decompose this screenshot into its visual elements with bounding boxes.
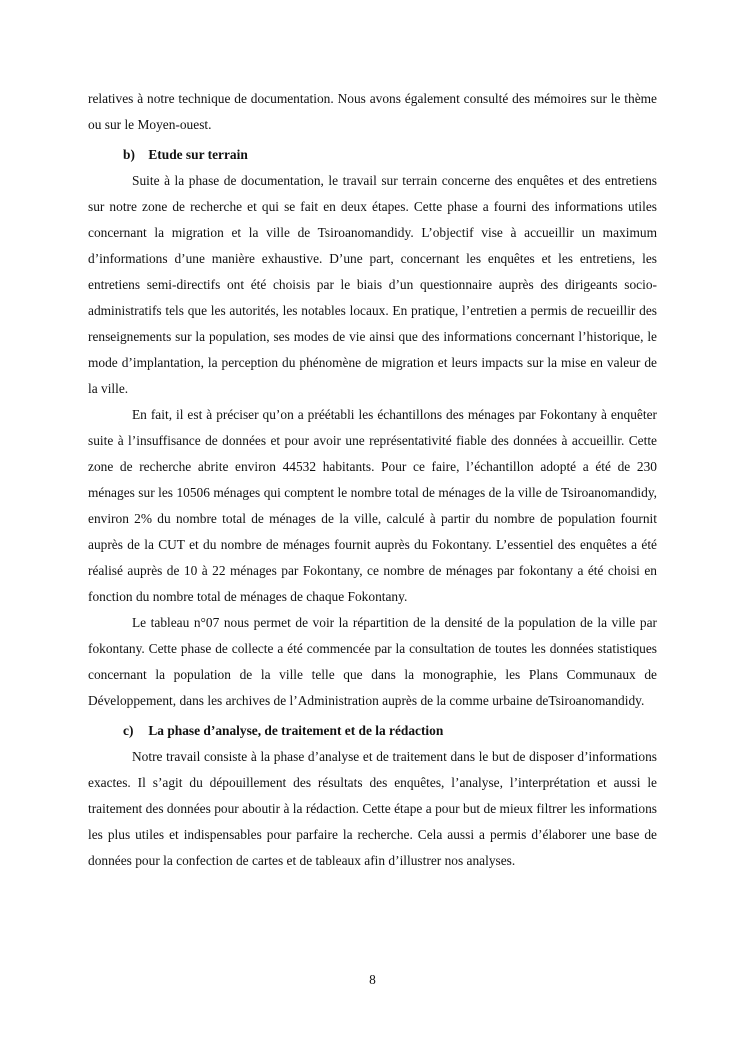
paragraph-documentation-end: relatives à notre technique de documentation. Nous avons également consulté des mémoires sur le thème ou sur le Moyen-ouest.	[88, 91, 657, 132]
heading-marker: c)	[123, 723, 134, 738]
page-number: 8	[369, 972, 376, 987]
paragraph-echantillon: En fait, il est à préciser qu’on a préétabli les échantillons des ménages par Fokontany à enquêter suite à l’insuffisance de données et pour avoir une représentativité fiable des données à accueillir. Cette zone de recherche abrite environ 44532 habitants. Pour ce faire, l’échantillon adopté a été de 230 ménages sur les 10506 ménages qui comptent le nombre total de ménages de la ville de Tsiroanomandidy, environ 2% du nombre total de ménages de la ville, calculé à partir du nombre de population fournit auprès de la CUT et du nombre de ménages fournit auprès du Fokontany. L’essentiel des enquêtes a été réalisé auprès de 10 à 22 ménages par Fokontany, ce nombre de ménages par fokontany a été choisi en fonction du nombre total de ménages de chaque Fokontany.	[88, 407, 657, 604]
paragraph-tableau: Le tableau n°07 nous permet de voir la répartition de la densité de la population de la ville par fokontany. Cette phase de collecte a été commencée par la consultation de toutes les données statistiques concernant la population de la ville telle que dans la monographie, les Plans Communaux de Développement, dans les archives de l’Administration auprès de la comme urbaine deTsiroanomandidy.	[88, 615, 657, 708]
heading-marker: b)	[123, 147, 135, 162]
document-page	[88, 86, 657, 874]
paragraph-terrain: Suite à la phase de documentation, le travail sur terrain concerne des enquêtes et des entretiens sur notre zone de recherche et qui se fait en deux étapes. Cette phase a fourni des informations utiles concernant la migration et la ville de Tsiroanomandidy. L’objectif vise à accueillir un maximum d’informations d’une manière exhaustive. D’une part, concernant les enquêtes et les entretiens, les entretiens semi-directifs ont été choisis par le biais d’un questionnaire auprès des dirigeants socio-administratifs tels que les autorités, les notables locaux. En pratique, l’entretien a permis de recueillir des renseignements sur la population, ses modes de vie ainsi que des informations concernant l’historique, le mode d’implantation, la perception du phénomène de migration et leurs impacts sur la mise en valeur de la ville.	[88, 173, 657, 396]
paragraph-analyse: Notre travail consiste à la phase d’analyse et de traitement dans le but de disposer d’informations exactes. Il s’agit du dépouillement des résultats des enquêtes, l’analyse, l’interprétation et aussi le traitement des données pour aboutir à la rédaction. Cette étape a pour but de mieux filtrer les informations les plus utiles et indispensables pour parfaire la recherche. Cela aussi a permis d’élaborer une base de données pour la confection de cartes et de tableaux afin d’illustrer nos analyses.	[88, 749, 657, 868]
heading-title: La phase d’analyse, de traitement et de la rédaction	[148, 723, 444, 738]
section-heading-analyse	[88, 718, 657, 744]
section-heading-etude-sur-terrain	[88, 142, 657, 168]
heading-title: Etude sur terrain	[148, 147, 248, 162]
